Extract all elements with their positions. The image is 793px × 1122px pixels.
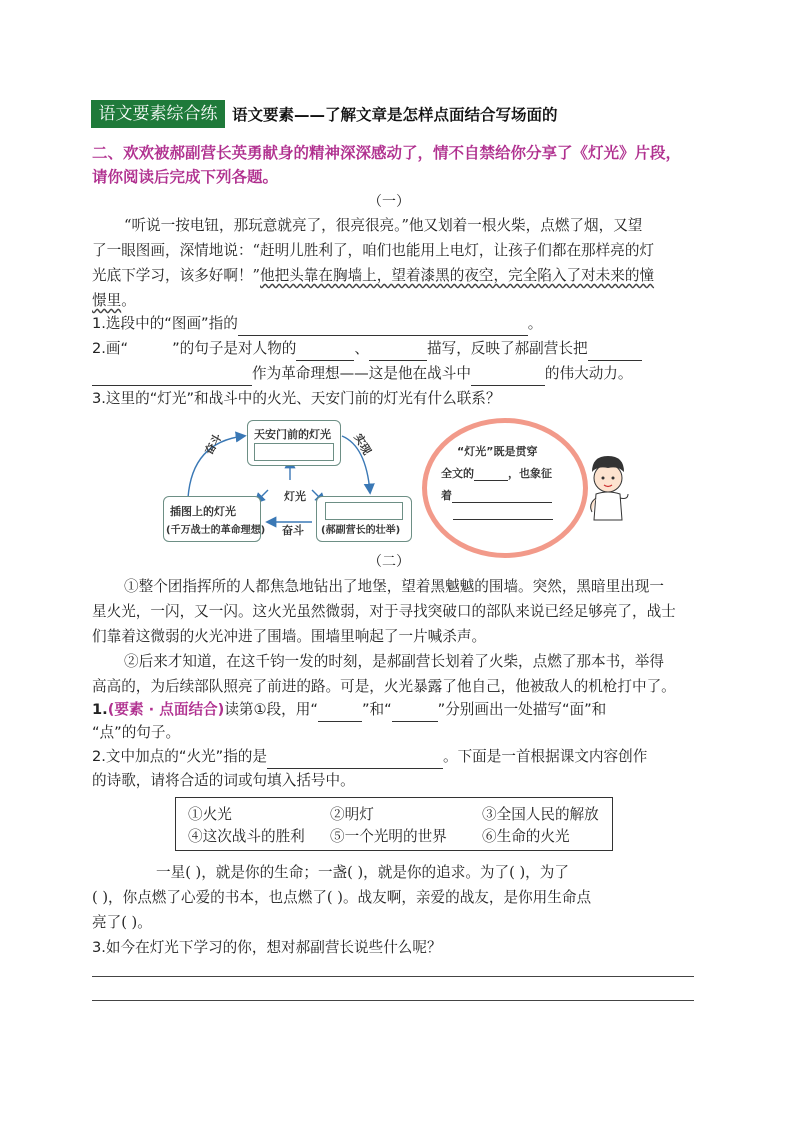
question-title	[92, 141, 712, 189]
part1-para-line3	[92, 263, 696, 288]
p1-q1-blank[interactable]	[238, 318, 528, 336]
section-badge: 语文要素综合练	[91, 100, 225, 128]
answer-line-2[interactable]	[92, 1000, 694, 1001]
bubble-line2	[441, 465, 552, 481]
p1-q2-c: 、	[354, 340, 370, 357]
p2-q3: 3.如今在灯光下学习的你，想对郝副营长说些什么呢？	[92, 939, 442, 956]
part1-para-line3-plain: 光底下学习，该多好啊！”	[92, 267, 260, 284]
bubble-line3	[441, 487, 552, 503]
p2-q1-line2: “点”的句子。	[92, 724, 181, 741]
part1-para-line4	[92, 288, 696, 313]
bubble-blank3[interactable]	[453, 519, 553, 520]
poem-line2: ( )，你点燃了心爱的书本，也点燃了( )。战友啊，亲爱的战友，是你用生命点	[92, 889, 592, 906]
p1-q2-blank4[interactable]	[92, 368, 252, 386]
bubble-blank1[interactable]	[474, 468, 508, 481]
diagram-right-answer-box[interactable]	[325, 502, 403, 520]
bubble-line2-a: 全文的	[441, 467, 474, 480]
p2-q1-c: ”分别画出一处描写“面”和	[437, 701, 607, 718]
diagram-left-paren: (千万战士的革命理想)	[166, 525, 266, 536]
part1-label: （一）	[368, 194, 410, 210]
p2-q1-line1	[92, 697, 606, 722]
p1-q2-blank3[interactable]	[588, 343, 642, 361]
option-6: ⑥生命的火光	[482, 828, 570, 845]
p2-q1-num: 1.	[92, 701, 108, 718]
p1-q1-end: 。	[527, 315, 543, 332]
p2-q1-b: ”和“	[361, 701, 392, 718]
poem-line1: 一星( )，就是你的生命；一盏( )，就是你的追求。为了( )，为了	[156, 864, 569, 881]
bubble-blank2[interactable]	[452, 490, 552, 503]
diagram-top-label: 天安门前的灯光	[254, 428, 331, 441]
diagram-arrow-label-right: 实现	[351, 431, 374, 458]
speech-bubble	[422, 418, 588, 558]
option-1: ①火光	[188, 806, 232, 823]
p1-q2-wavy-sample	[128, 336, 172, 361]
diagram-left-box	[163, 496, 266, 542]
part1-para-line4-end: 。	[121, 292, 136, 309]
question-title-line2: 请你阅读后完成下列各题。	[92, 168, 279, 186]
p1-q2-blank1[interactable]	[296, 343, 354, 361]
bubble-line3-label: 着	[441, 489, 452, 502]
p1-q2-line2	[92, 361, 633, 386]
p2-q2-line1	[92, 744, 647, 769]
diagram-center-label: 灯光	[284, 490, 306, 503]
p1-q2-e: 作为革命理想——这是他在战斗中	[252, 365, 471, 382]
bubble-line1: “灯光”既是贯穿	[457, 445, 538, 458]
option-4: ④这次战斗的胜利	[188, 828, 305, 845]
wavy-sentence-part1: 他把头靠在胸墙上，望着漆黑的夜空，完全陷入了对未来的憧	[260, 267, 655, 284]
p2-q2-line2: 的诗歌，请将合适的词或句填入括号中。	[92, 772, 355, 789]
p1-q1	[92, 311, 542, 336]
p2-q2-blank[interactable]	[267, 751, 443, 769]
p1-q2-b: ”的句子是对人物的	[172, 340, 297, 357]
p2-q1-mark-sample2	[392, 704, 438, 722]
diagram-top-answer-box[interactable]	[254, 443, 334, 461]
bubble-line2-b: ，也象征	[508, 467, 552, 480]
part2-p2-line2: 高高的，为后续部队照亮了前进的路。可是，火光暴露了他自己，他被敌人的机枪打中了。	[92, 678, 676, 695]
options-box	[175, 797, 613, 851]
diagram-top-box	[247, 420, 341, 466]
part2-p1-line2: 星火光，一闪，又一闪。这火光虽然微弱，对于寻找突破口的部队来说已经足够亮了，战士	[92, 603, 676, 620]
p1-q2-d: 描写，反映了郝副营长把	[427, 340, 588, 357]
p2-q1-mark-sample1	[318, 704, 362, 722]
part2-p1-line1: ①整个团指挥所的人都焦急地钻出了地堡，望着黑魆魆的围墙。突然，黑暗里出现一	[124, 578, 664, 595]
poem-line3: 亮了( )。	[92, 914, 152, 931]
wavy-sentence-part2: 憬里	[92, 292, 122, 309]
p1-q2-blank2[interactable]	[369, 343, 427, 361]
section-heading: 语文要素——了解文章是怎样点面结合写场面的	[232, 106, 558, 124]
part2-p1-line3: 们靠着这微弱的火光冲进了围墙。围墙里响起了一片喊杀声。	[92, 628, 487, 645]
part1-para-line2: 了一眼图画，深情地说：“赶明儿胜利了，咱们也能用上电灯，让孩子们都在那样亮的灯	[92, 242, 655, 259]
p2-q2-b: 。下面是一首根据课文内容创作	[442, 748, 648, 765]
diagram-bottom-label: 奋斗	[282, 524, 304, 537]
option-2: ②明灯	[330, 806, 374, 823]
diagram-arrow-label-left: 奋斗	[202, 431, 225, 458]
p1-q2-f: 的伟大动力。	[544, 365, 633, 382]
option-5: ⑤一个光明的世界	[330, 828, 447, 845]
question-title-line1: 二、欢欢被郝副营长英勇献身的精神深深感动了，情不自禁给你分享了《灯光》片段，	[92, 144, 682, 162]
part2-p2-line1: ②后来才知道，在这千钧一发的时刻，是郝副营长划着了火柴，点燃了那本书，举得	[124, 653, 664, 670]
diagram-right-box	[316, 496, 412, 542]
p2-q2-a: 2.文中加点的“火光”指的是	[92, 748, 267, 765]
diagram-right-paren: (郝副营长的壮举)	[321, 525, 401, 536]
p1-q3: 3.这里的“灯光”和战斗中的火光、天安门前的灯光有什么联系？	[92, 390, 501, 407]
diagram-left-label: 插图上的灯光	[170, 505, 236, 518]
answer-line-1[interactable]	[92, 976, 694, 977]
p1-q1-text: 1.选段中的“图画”指的	[92, 315, 238, 332]
p1-q2-blank5[interactable]	[471, 368, 545, 386]
part1-para-line1: “听说一按电钮，那玩意就亮了，很亮很亮。”他又划着一根火柴，点燃了烟，又望	[124, 217, 643, 234]
boy-illustration-icon	[582, 454, 634, 526]
part2-label: （二）	[368, 554, 410, 570]
p1-q2-a: 2.画“	[92, 340, 129, 357]
p2-q1-tag: (要素 · 点面结合)	[107, 701, 225, 718]
p1-q2-line1	[92, 336, 642, 361]
option-3: ③全国人民的解放	[482, 806, 599, 823]
p2-q1-a: 读第①段，用“	[224, 701, 318, 718]
